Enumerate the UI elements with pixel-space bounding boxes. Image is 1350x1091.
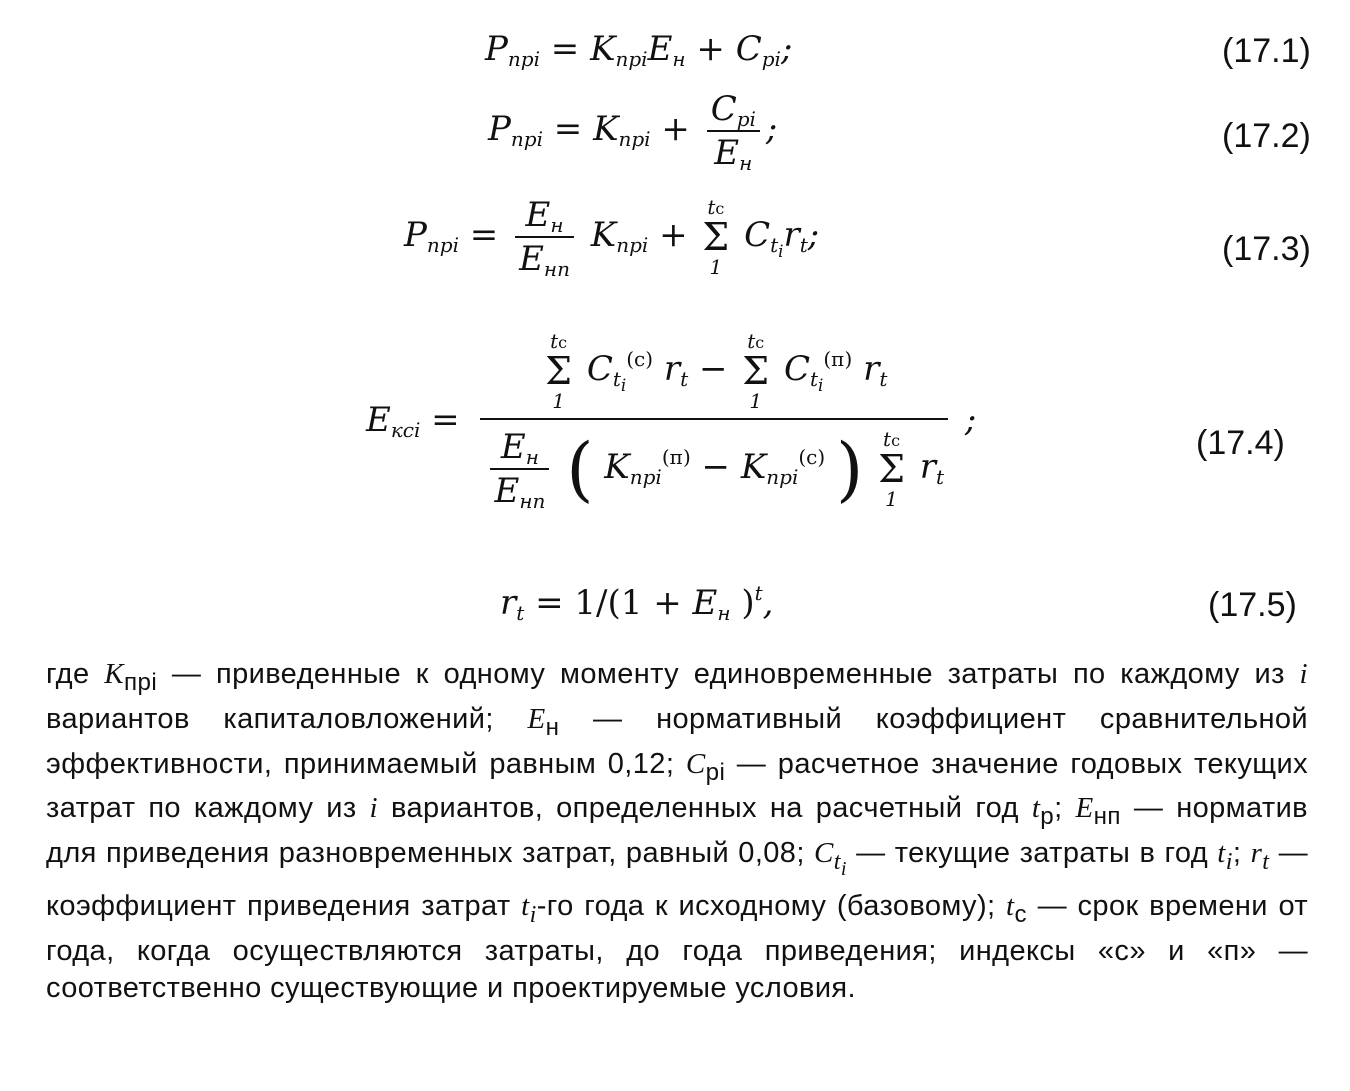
equation-17-3: Pпрi = $\frac{Eн}{\text{Eнп}}$ Kпрi + tс Σ 1 $Ct_irt$; xyxy=(404,195,820,281)
variable-definitions: где $K_{прi}$ — приведенные к одному моменту единовременные затраты по каждому из i вариантов капиталовложений; $E_н$ — нормативный коэффициент сравнительной эффективности, принимаемый равным 0,12; $C_{рi}$ — расчетное значение годовых текущих затрат по каждому из i вариантов, определенных на расчетный год $t_р$; $E_{нп}$ — норматив для приведения разновременных затрат, равный 0,08; $C_{t_i}$ — текущие затраты в год $t_i$; $r_t$ — коэффициент приведения затрат $t_i-го$ года к исходному (базовому); $t_с$ — срок времени от года, когда осуществляются затраты, до года приведения; индексы «с» и «п» — соответственно существующие и проектируемые условия. xyxy=(46,658,1309,1004)
equation-number: (17.4) xyxy=(1196,424,1285,462)
equation-17-4: Eксi = tс Σ 1 $Ct_i^{(с)}$ rt − tс Σ 1 $Ct_i^{(п)}$ rt $\frac{Eн}{\text{Eнп}}$ ( Kпрi$^{(п)}$ − Kпрi$^{(с)}$ ) tс Σ 1 rt ; xyxy=(366,329,977,513)
equation-number: (17.5) xyxy=(1208,586,1297,624)
equation-number: (17.2) xyxy=(1222,117,1311,155)
equation-17-2: Pпрi = Kпрi + $\frac{\text{Cрi}}{Eн}$ ; xyxy=(488,89,778,175)
equation-number: (17.3) xyxy=(1222,230,1311,268)
equation-number: (17.1) xyxy=(1222,32,1311,70)
equation-17-5: rt = 1/(1 + Eн )$^t$, xyxy=(500,581,774,625)
equation-17-1: Pпрi = KпрiEн + Cрi; xyxy=(485,29,793,71)
